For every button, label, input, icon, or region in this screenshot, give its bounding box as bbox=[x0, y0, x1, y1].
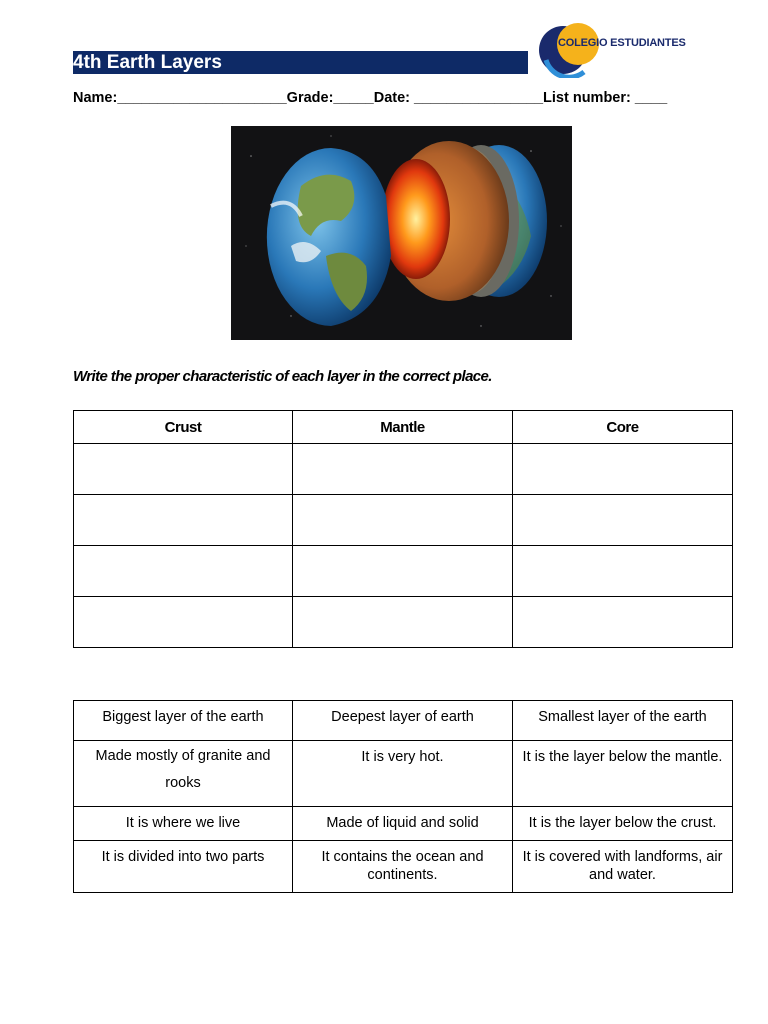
characteristic-cell: Deepest layer of earth bbox=[293, 701, 513, 741]
header-crust: Crust bbox=[74, 411, 293, 444]
characteristic-cell: Made of liquid and solid bbox=[293, 807, 513, 841]
answer-cell[interactable] bbox=[513, 546, 733, 597]
characteristics-row bbox=[74, 807, 733, 841]
logo-circles-icon bbox=[538, 20, 608, 78]
characteristic-cell: Made mostly of granite and rooks bbox=[74, 741, 293, 807]
worksheet-title: 4th Earth Layers bbox=[73, 52, 222, 73]
answer-table bbox=[73, 410, 733, 648]
answer-row bbox=[74, 546, 733, 597]
characteristic-cell: It contains the ocean and continents. bbox=[293, 841, 513, 893]
answer-cell[interactable] bbox=[293, 597, 513, 648]
earth-cutaway-image bbox=[231, 126, 572, 340]
answer-cell[interactable] bbox=[74, 444, 293, 495]
characteristic-cell: It is divided into two parts bbox=[74, 841, 293, 893]
answer-row bbox=[74, 444, 733, 495]
answer-cell[interactable] bbox=[513, 495, 733, 546]
characteristics-row bbox=[74, 841, 733, 893]
answer-cell[interactable] bbox=[74, 495, 293, 546]
answer-cell[interactable] bbox=[293, 444, 513, 495]
answer-cell[interactable] bbox=[513, 597, 733, 648]
answer-cell[interactable] bbox=[293, 495, 513, 546]
header-mantle: Mantle bbox=[293, 411, 513, 444]
characteristic-cell: It is the layer below the crust. bbox=[513, 807, 733, 841]
characteristic-cell: It is very hot. bbox=[293, 741, 513, 807]
answer-cell[interactable] bbox=[74, 546, 293, 597]
characteristic-cell: It is where we live bbox=[74, 807, 293, 841]
header-core: Core bbox=[513, 411, 733, 444]
student-info-line: Name:_____________________Grade:_____Date: ________________List number: ____ bbox=[73, 90, 668, 106]
title-bar bbox=[73, 51, 528, 74]
instruction-text: Write the proper characteristic of each layer in the correct place. bbox=[73, 368, 492, 385]
characteristic-cell: Biggest layer of the earth bbox=[74, 701, 293, 741]
answer-row bbox=[74, 597, 733, 648]
answer-cell[interactable] bbox=[74, 597, 293, 648]
answer-cell[interactable] bbox=[293, 546, 513, 597]
characteristic-cell: It is covered with landforms, air and water. bbox=[513, 841, 733, 893]
answer-table-header-row bbox=[74, 411, 733, 444]
logo-text: COLEGIO ESTUDIANTES bbox=[558, 37, 686, 49]
characteristic-cell: Smallest layer of the earth bbox=[513, 701, 733, 741]
answer-row bbox=[74, 495, 733, 546]
characteristics-row bbox=[74, 741, 733, 807]
school-logo bbox=[538, 20, 688, 78]
characteristics-row bbox=[74, 701, 733, 741]
characteristics-table bbox=[73, 700, 733, 893]
characteristic-cell: It is the layer below the mantle. bbox=[513, 741, 733, 807]
answer-cell[interactable] bbox=[513, 444, 733, 495]
